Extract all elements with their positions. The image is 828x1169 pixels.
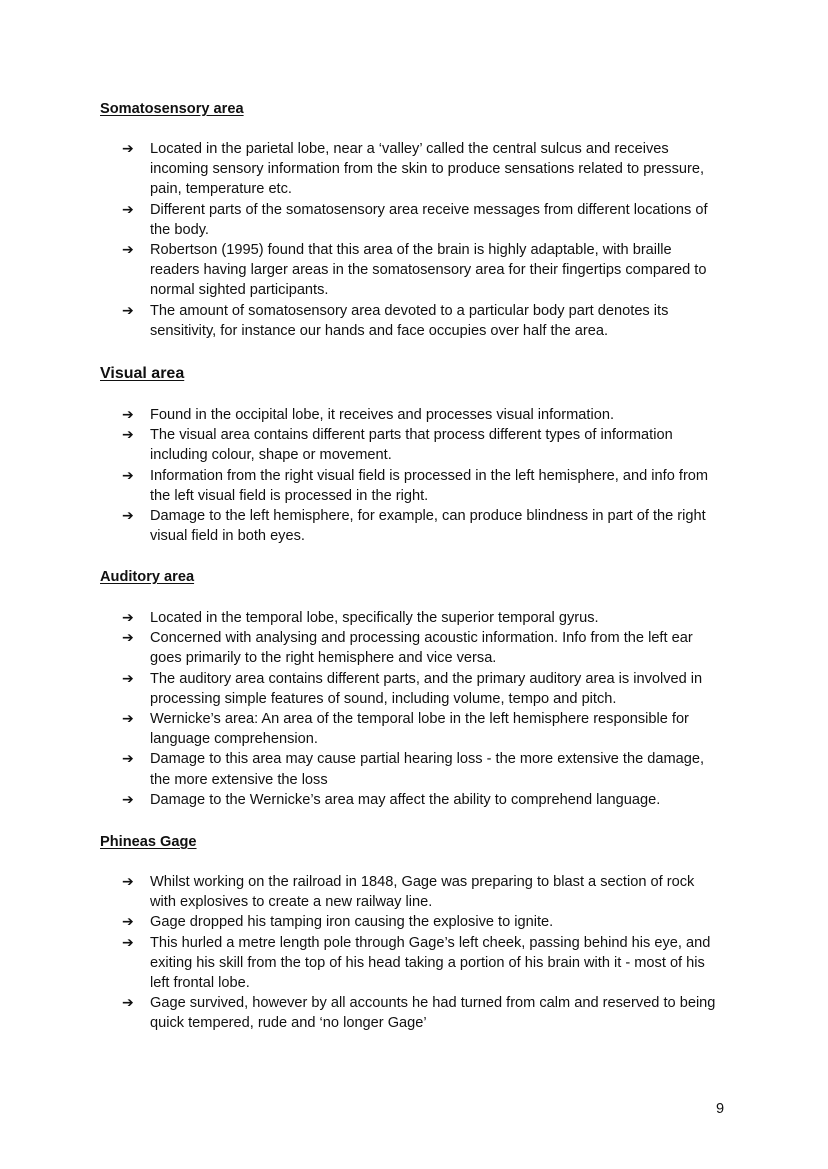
- arrow-bullet-icon: ➔: [122, 467, 134, 484]
- section-visual: [100, 364, 740, 545]
- arrow-bullet-icon: ➔: [122, 934, 134, 951]
- section-heading-somatosensory: Somatosensory area: [100, 101, 244, 117]
- bullet-text: Gage survived, however by all accounts he had turned from calm and reserved to being quick tempered, rude and ‘no longer Gage’: [150, 995, 716, 1032]
- arrow-bullet-icon: ➔: [122, 751, 134, 768]
- list-item: [122, 933, 722, 994]
- bullet-text: Wernicke’s area: An area of the temporal lobe in the left hemisphere responsible for language comprehension.: [150, 711, 689, 748]
- list-item: [122, 425, 722, 465]
- list-item: [122, 628, 722, 668]
- bullet-text: Damage to the Wernicke’s area may affect the ability to comprehend language.: [150, 791, 661, 808]
- list-item: [122, 749, 722, 789]
- bullet-list-phineas-gage: [122, 872, 722, 1034]
- list-item: [122, 139, 722, 200]
- bullet-text: Damage to the left hemisphere, for example, can produce blindness in part of the right visual field in both eyes.: [150, 508, 706, 545]
- list-item: [122, 405, 722, 425]
- arrow-bullet-icon: ➔: [122, 670, 134, 687]
- section-heading-phineas-gage: Phineas Gage: [100, 834, 197, 850]
- list-item: [122, 993, 722, 1033]
- bullet-text: Different parts of the somatosensory area receive messages from different locations of the body.: [150, 201, 708, 238]
- arrow-bullet-icon: ➔: [122, 407, 134, 423]
- bullet-text: The auditory area contains different parts, and the primary auditory area is involved in processing simple features of sound, including volume, tempo and pitch.: [150, 670, 703, 707]
- arrow-bullet-icon: ➔: [122, 508, 134, 525]
- bullet-text: Located in the parietal lobe, near a ‘valley’ called the central sulcus and receives incoming sensory information from the skin to produce sensations related to pressure, pain, temperature etc.: [150, 141, 705, 198]
- arrow-bullet-icon: ➔: [122, 302, 134, 319]
- bullet-text: Found in the occipital lobe, it receives and processes visual information.: [150, 407, 614, 423]
- list-item: [122, 301, 722, 341]
- arrow-bullet-icon: ➔: [122, 242, 134, 259]
- bullet-text: Information from the right visual field is processed in the left hemisphere, and info from the left visual field is processed in the right.: [150, 467, 709, 504]
- list-item: [122, 506, 722, 546]
- list-item: [122, 872, 722, 912]
- bullet-list-auditory: [122, 608, 722, 810]
- bullet-text: Gage dropped his tamping iron causing the explosive to ignite.: [150, 914, 554, 931]
- arrow-bullet-icon: ➔: [122, 141, 134, 157]
- section-phineas-gage: [100, 832, 740, 1032]
- arrow-bullet-icon: ➔: [122, 914, 134, 931]
- list-item: [122, 240, 722, 301]
- arrow-bullet-icon: ➔: [122, 995, 134, 1012]
- arrow-bullet-icon: ➔: [122, 201, 134, 218]
- list-item: [122, 200, 722, 240]
- list-item: [122, 709, 722, 749]
- list-item: [122, 790, 722, 810]
- list-item: [122, 608, 722, 628]
- arrow-bullet-icon: ➔: [122, 610, 134, 626]
- arrow-bullet-icon: ➔: [122, 874, 134, 890]
- section-heading-visual: Visual area: [100, 365, 185, 382]
- bullet-list-somatosensory: [122, 139, 722, 341]
- section-auditory: [100, 567, 740, 808]
- list-item: [122, 466, 722, 506]
- bullet-text: Robertson (1995) found that this area of the brain is highly adaptable, with braille readers having larger areas in the somatosensory area for their fingertips compared to normal sighted participants.: [150, 242, 707, 299]
- bullet-text: Damage to this area may cause partial hearing loss - the more extensive the damage, the more extensive the loss: [150, 751, 705, 788]
- bullet-text: This hurled a metre length pole through Gage’s left cheek, passing behind his eye, and exiting his skill from the top of his head taking a portion of his brain with it - most of his left frontal lobe.: [150, 934, 711, 992]
- bullet-text: Concerned with analysing and processing acoustic information. Info from the left ear goes primarily to the right hemisphere and vice versa.: [150, 630, 693, 667]
- bullet-text: Located in the temporal lobe, specifically the superior temporal gyrus.: [150, 610, 599, 626]
- arrow-bullet-icon: ➔: [122, 711, 134, 728]
- section-heading-auditory: Auditory area: [100, 569, 195, 585]
- page-number: 9: [716, 1101, 725, 1117]
- list-item: [122, 669, 722, 709]
- bullet-text: Whilst working on the railroad in 1848, Gage was preparing to blast a section of rock with explosives to create a new railway line.: [150, 874, 695, 911]
- arrow-bullet-icon: ➔: [122, 427, 134, 444]
- bullet-list-visual: [122, 405, 722, 546]
- arrow-bullet-icon: ➔: [122, 630, 134, 647]
- bullet-text: The visual area contains different parts that process different types of information including colour, shape or movement.: [150, 427, 673, 464]
- bullet-text: The amount of somatosensory area devoted to a particular body part denotes its sensitivity, for instance our hands and face occupies over half the area.: [150, 302, 669, 339]
- section-somatosensory: [100, 99, 740, 339]
- arrow-bullet-icon: ➔: [122, 791, 134, 808]
- list-item: [122, 912, 722, 932]
